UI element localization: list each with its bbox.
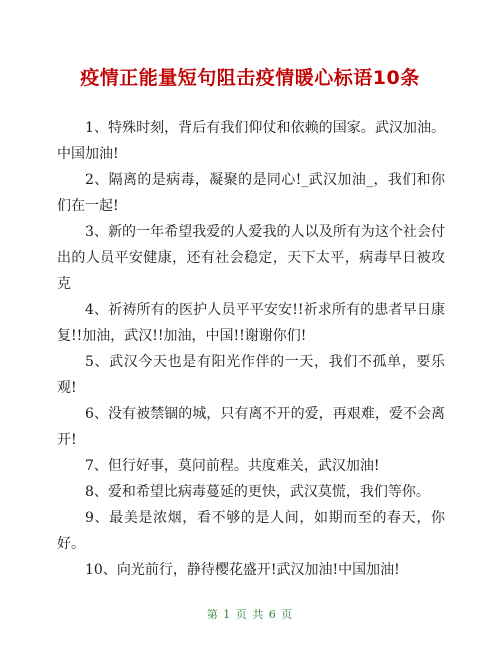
paragraph-5: 5、武汉今天也是有阳光作伴的一天，我们不孤单，要乐观! <box>57 354 445 396</box>
paragraph-7: 7、但行好事，莫问前程。共度难关，武汉加油! <box>85 458 380 474</box>
document-title: 疫情正能量短句阻击疫情暖心标语10条 <box>80 67 420 89</box>
paragraph-9: 9、最美是浓烟，看不够的是人间，如期而至的春天，你好。 <box>57 510 445 552</box>
paragraph-6: 6、没有被禁锢的城，只有离不开的爱，再艰难，爱不会离开! <box>57 406 445 448</box>
document-body <box>57 115 445 583</box>
paragraph-4: 4、祈祷所有的医护人员平平安安!!祈求所有的患者早日康复!!加油，武汉!!加油，中国!!谢谢你们! <box>57 302 445 344</box>
paragraph-1: 1、特殊时刻，背后有我们仰仗和依赖的国家。武汉加油。中国加油! <box>57 120 445 162</box>
paragraph-3: 3、新的一年希望我爱的人爱我的人以及所有为这个社会付出的人员平安健康，还有社会稳定，天下太平，病毒早日被攻克 <box>57 224 445 292</box>
paragraph-2: 2、隔离的是病毒，凝聚的是同心!_武汉加油_，我们和你们在一起! <box>57 172 445 214</box>
paragraph-8: 8、爱和希望比病毒蔓延的更快，武汉莫慌，我们等你。 <box>85 484 430 500</box>
page-number-footer: 第 1 页 共 6 页 <box>206 608 294 621</box>
paragraph-10: 10、向光前行，静待樱花盛开!武汉加油!中国加油! <box>85 562 400 578</box>
